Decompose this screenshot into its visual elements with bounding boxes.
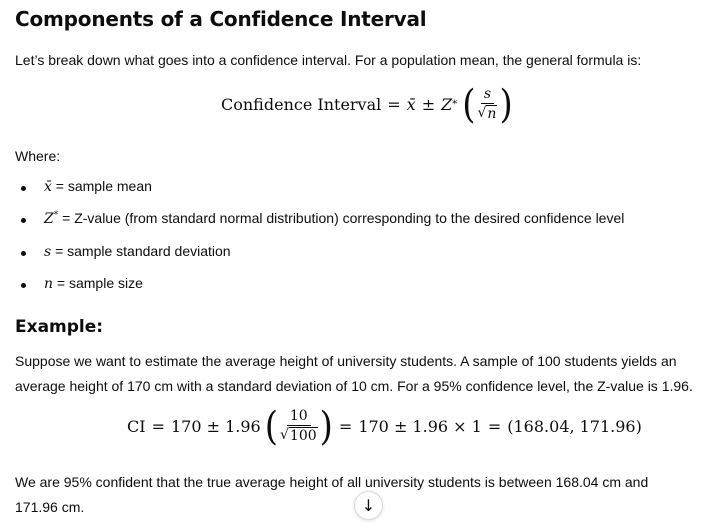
bullet-text: = sample standard deviation [51,243,231,259]
example-lhs: CI [127,417,146,436]
bullet-text: = sample mean [51,178,152,194]
right-paren: ) [319,403,333,450]
where-label: Where: [15,148,61,164]
example-equals-1: = [151,417,165,436]
sqrt-radicand: 100 [289,428,317,444]
bullet-symbol: Z [44,211,54,227]
example-denominator [280,426,318,445]
left-paren: ( [264,403,278,450]
example-equals-3: = [487,417,502,436]
arrow-down-icon: ↓ [361,495,376,515]
conclusion-line2: 171.96 cm. [15,499,85,515]
sqrt-radicand: n [487,106,497,122]
bullet-symbol: n [44,276,54,292]
sqrt-symbol: √ [279,427,289,443]
formula-z-star: * [452,99,458,110]
conclusion-line1: We are 95% confident that the true average height of all university students is between 168.04 cm and [15,474,649,490]
formula-xbar: x̄ [406,95,416,114]
formula-z: Z [441,95,453,114]
fraction-numerator: s [481,86,494,104]
section-heading: Components of a Confidence Interval [15,7,427,31]
bullet-sup: * [53,210,59,221]
bullet-symbol: s [44,244,52,260]
example-equals-2: = [338,417,353,436]
example-result: (168.04, 171.96) [507,417,642,436]
formula-equals: = [387,95,401,114]
example-text-line1: Suppose we want to estimate the average height of university students. A sample of 100 students yields an [15,353,677,369]
formula-fraction [477,86,497,123]
example-part2: 170 ± 1.96 × 1 [358,417,482,436]
fraction-denominator [477,104,497,123]
bullet-dot [21,218,26,223]
intro-text: Let’s break down what goes into a confidence interval. For a population mean, the general formula is: [15,52,642,68]
formula-pm: ± [421,95,436,114]
example-fraction [280,408,318,445]
general-formula [221,81,513,128]
example-numerator: 10 [287,408,311,426]
example-part1: 170 ± 1.96 [170,417,261,436]
example-text-line2: average height of 170 cm with a standard deviation of 10 cm. For a 95% confidence level, the Z-value is 1.96. [15,378,693,394]
right-paren: ) [499,81,513,128]
bullet-text: = Z-value (from standard normal distribution) corresponding to the desired confidence level [58,210,625,226]
bullet-dot [21,251,26,256]
formula-lhs: Confidence Interval [221,95,382,114]
left-paren: ( [462,81,476,128]
scroll-down-button[interactable] [354,491,383,520]
bullet-dot [21,186,26,191]
bullet-dot [21,283,26,288]
sqrt-symbol: √ [477,105,487,121]
example-heading: Example: [15,317,104,337]
bullet-text: = sample size [53,275,143,291]
bullet-symbol: x̄ [44,179,52,195]
example-formula [127,403,642,450]
